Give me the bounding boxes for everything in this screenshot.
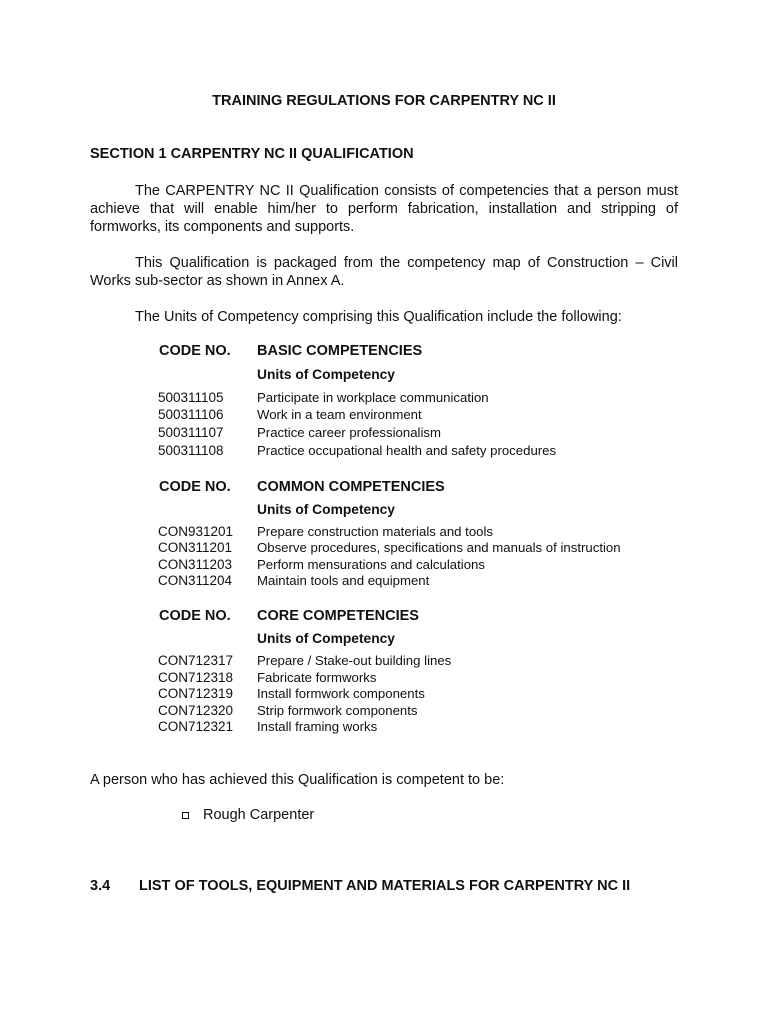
list-item: Rough Carpenter <box>203 807 315 823</box>
competency-unit: Work in a team environment <box>257 407 422 422</box>
units-intro-paragraph: The Units of Competency comprising this Qualification include the following: <box>135 309 622 325</box>
table-row <box>0 524 768 541</box>
competency-code: 500311106 <box>158 407 224 422</box>
units-column-header: Units of Competency <box>257 367 395 382</box>
competency-code: CON311201 <box>158 540 233 555</box>
competency-unit: Perform mensurations and calculations <box>257 557 485 572</box>
group-title: CORE COMPETENCIES <box>257 608 419 624</box>
square-bullet-icon <box>182 812 189 819</box>
code-column-header: CODE NO. <box>159 479 231 495</box>
table-row <box>0 443 768 460</box>
competency-code: CON712321 <box>158 719 234 734</box>
table-row <box>0 703 768 720</box>
group-title: COMMON COMPETENCIES <box>257 479 445 495</box>
code-column-header: CODE NO. <box>159 343 231 359</box>
table-row <box>0 686 768 703</box>
units-column-header: Units of Competency <box>257 502 395 517</box>
competency-code: CON712318 <box>158 670 234 685</box>
competency-unit: Install formwork components <box>257 686 425 701</box>
packaging-paragraph: This Qualification is packaged from the competency map of Construction – Civil Works sub-sector as shown in Annex A. <box>90 255 678 289</box>
table-row <box>0 407 768 424</box>
competency-code: 500311108 <box>158 443 224 458</box>
competency-unit: Practice career professionalism <box>257 425 441 440</box>
competency-unit: Observe procedures, specifications and manuals of instruction <box>257 540 621 555</box>
table-row <box>0 540 768 557</box>
competency-unit: Install framing works <box>257 719 378 734</box>
table-row <box>0 670 768 687</box>
table-row <box>0 425 768 442</box>
competency-code: CON712319 <box>158 686 234 701</box>
competency-code: 500311105 <box>158 390 224 405</box>
competency-code: CON311203 <box>158 557 233 572</box>
units-column-header: Units of Competency <box>257 631 395 646</box>
table-row <box>0 557 768 574</box>
table-row <box>0 390 768 407</box>
competent-statement: A person who has achieved this Qualification is competent to be: <box>90 772 505 788</box>
competency-code: 500311107 <box>158 425 224 440</box>
subsection-title: LIST OF TOOLS, EQUIPMENT AND MATERIALS FOR CARPENTRY NC II <box>139 878 631 894</box>
competency-unit: Strip formwork components <box>257 703 418 718</box>
competency-code: CON712317 <box>158 653 234 668</box>
group-title: BASIC COMPETENCIES <box>257 343 423 359</box>
competency-unit: Prepare / Stake-out building lines <box>257 653 452 668</box>
code-column-header: CODE NO. <box>159 608 231 624</box>
competency-unit: Maintain tools and equipment <box>257 573 430 588</box>
competency-unit: Participate in workplace communication <box>257 390 489 405</box>
table-row <box>0 719 768 736</box>
competency-code: CON712320 <box>158 703 234 718</box>
competency-unit: Practice occupational health and safety procedures <box>257 443 557 458</box>
competency-code: CON311204 <box>158 573 233 588</box>
table-row <box>0 653 768 670</box>
table-row <box>0 573 768 590</box>
subsection-number: 3.4 <box>90 878 111 894</box>
competency-code: CON931201 <box>158 524 234 539</box>
competency-unit: Prepare construction materials and tools <box>257 524 494 539</box>
document-title: TRAINING REGULATIONS FOR CARPENTRY NC II <box>212 93 556 109</box>
competency-unit: Fabricate formworks <box>257 670 377 685</box>
section-heading: SECTION 1 CARPENTRY NC II QUALIFICATION <box>90 146 414 162</box>
intro-paragraph: The CARPENTRY NC II Qualification consists of competencies that a person must achieve that will enable him/her to perform fabrication, installation and stripping of formworks, its components and supports. <box>90 183 678 235</box>
